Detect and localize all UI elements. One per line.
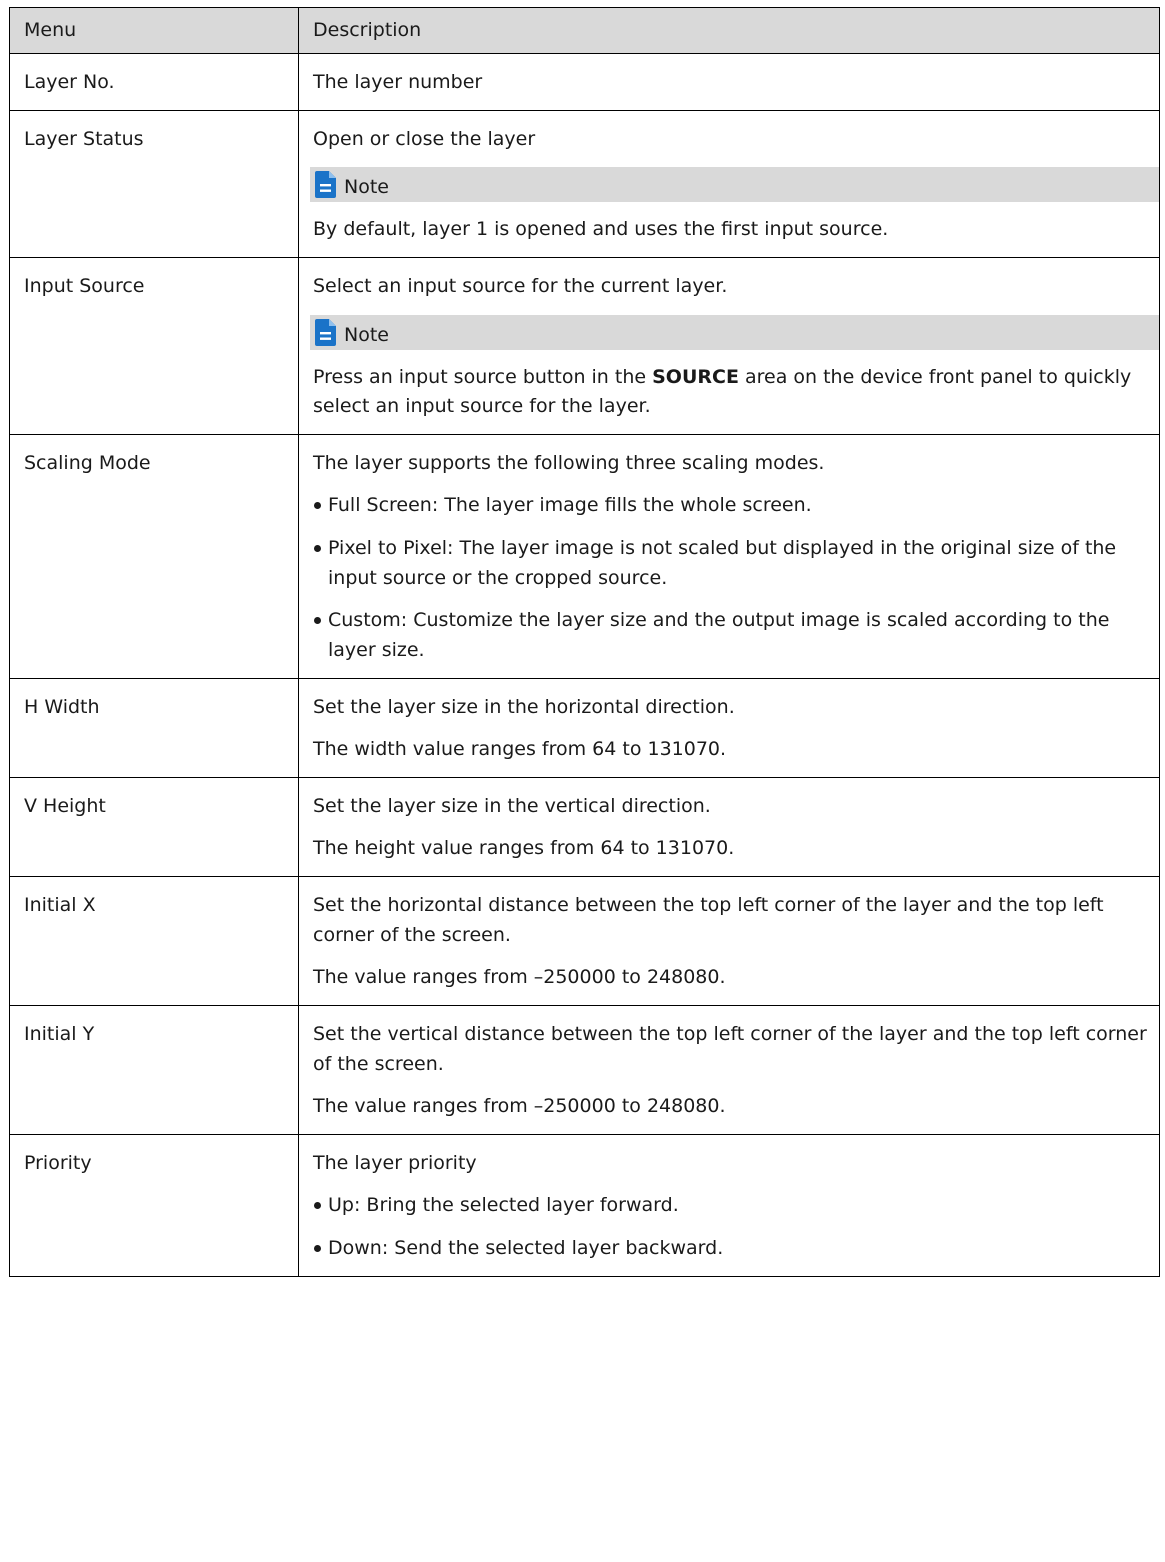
desc-cell-scaling-mode <box>299 434 1160 678</box>
note-keyword: SOURCE <box>652 365 739 388</box>
desc-cell-h-width <box>299 678 1160 777</box>
menu-cell-layer-no: Layer No. <box>10 54 299 111</box>
table-row <box>10 678 1160 777</box>
list-item: Down: Send the selected layer backward. <box>313 1234 1159 1264</box>
note-label: Note <box>344 323 389 346</box>
document-note-icon <box>315 319 336 346</box>
table-header-row <box>10 8 1160 54</box>
menu-cell-v-height: V Height <box>10 777 299 876</box>
menu-cell-priority: Priority <box>10 1134 299 1276</box>
note-text <box>313 363 1159 422</box>
note-banner <box>310 167 1159 202</box>
menu-cell-input-source: Input Source <box>10 257 299 434</box>
note-label: Note <box>344 176 389 199</box>
description-text: The layer number <box>313 71 483 93</box>
range-text: The width value ranges from 64 to 131070. <box>313 738 727 761</box>
description-text: Set the layer size in the vertical direction. <box>313 794 711 817</box>
bullet-list <box>313 1191 1159 1263</box>
description-text: The layer priority <box>313 1151 477 1174</box>
range-text: The height value ranges from 64 to 131070. <box>313 837 735 860</box>
description-text: Select an input source for the current layer. <box>313 274 728 297</box>
description-text: Set the horizontal distance between the top left corner of the layer and the top left corner of the screen. <box>313 894 1104 946</box>
table-row <box>10 54 1160 111</box>
list-item: Up: Bring the selected layer forward. <box>313 1191 1159 1221</box>
menu-cell-initial-y: Initial Y <box>10 1005 299 1134</box>
desc-cell-initial-y <box>299 1005 1160 1134</box>
table-row <box>10 1005 1160 1134</box>
note-text: By default, layer 1 is opened and uses the first input source. <box>313 218 889 241</box>
table-row <box>10 777 1160 876</box>
table-row <box>10 1134 1160 1276</box>
menu-cell-scaling-mode: Scaling Mode <box>10 434 299 678</box>
description-text: The layer supports the following three scaling modes. <box>313 451 825 474</box>
header-description: Description <box>299 8 1160 54</box>
desc-cell-input-source <box>299 257 1160 434</box>
desc-cell-initial-x <box>299 877 1160 1006</box>
desc-cell-v-height <box>299 777 1160 876</box>
list-item: Custom: Customize the layer size and the output image is scaled according to the layer size. <box>313 606 1159 665</box>
desc-cell-layer-status <box>299 110 1160 257</box>
list-item: Full Screen: The layer image fills the whole screen. <box>313 491 1159 521</box>
description-text: Open or close the layer <box>313 127 536 150</box>
menu-cell-layer-status: Layer Status <box>10 110 299 257</box>
note-text-end: area on the device front panel to quickly select an input source for the layer. <box>313 365 1132 418</box>
table-row <box>10 877 1160 1006</box>
range-text: The value ranges from –250000 to 248080. <box>313 1095 726 1118</box>
description-text: Set the layer size in the horizontal direction. <box>313 695 735 718</box>
table-row <box>10 434 1160 678</box>
menu-description-table <box>9 7 1160 1277</box>
list-item: Pixel to Pixel: The layer image is not scaled but displayed in the original size of the input source or the cropped source. <box>313 534 1159 593</box>
document-note-icon <box>315 171 336 198</box>
note-banner <box>310 315 1159 350</box>
bullet-list <box>313 491 1159 665</box>
table-row <box>10 257 1160 434</box>
menu-cell-initial-x: Initial X <box>10 877 299 1006</box>
desc-cell-layer-no <box>299 54 1160 111</box>
range-text: The value ranges from –250000 to 248080. <box>313 966 726 989</box>
header-menu: Menu <box>10 8 299 54</box>
menu-cell-h-width: H Width <box>10 678 299 777</box>
desc-cell-priority <box>299 1134 1160 1276</box>
note-text-start: Press an input source button in the <box>313 365 653 388</box>
table-row <box>10 110 1160 257</box>
description-text: Set the vertical distance between the top left corner of the layer and the top left corner of the screen. <box>313 1022 1147 1075</box>
